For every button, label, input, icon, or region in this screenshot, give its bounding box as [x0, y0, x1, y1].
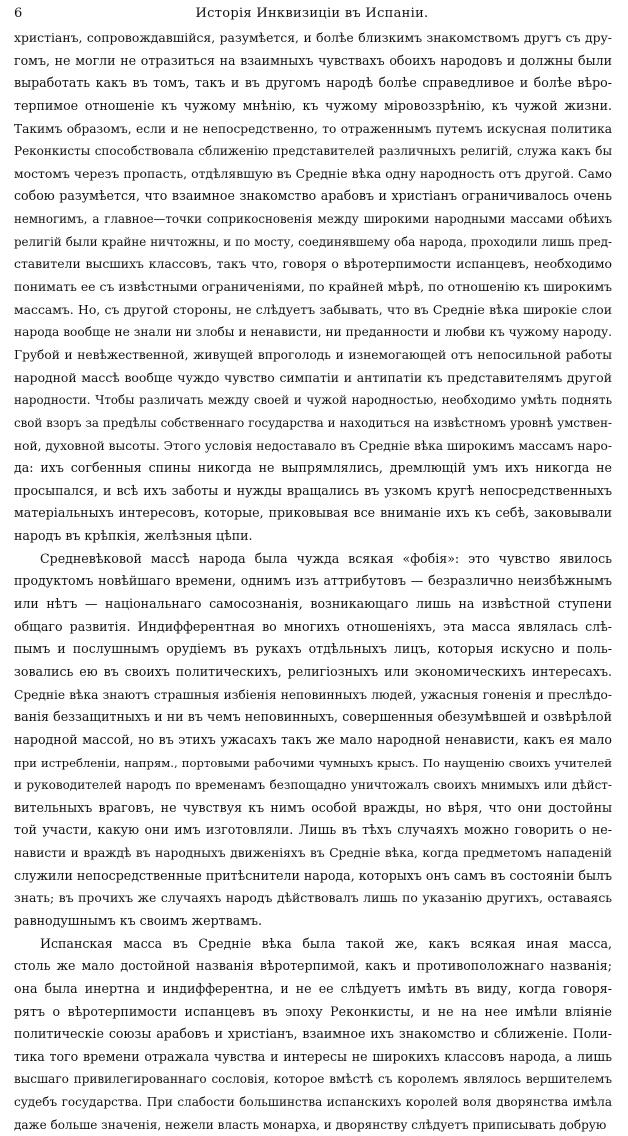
text-line: рятъ о вѣротерпимости испанцевъ въ эпоху Реконкисты, и не на нее имѣли вліяніе: [14, 1003, 612, 1019]
text-line: народъ въ крѣпкія, желѣзныя цѣпи.: [14, 528, 253, 544]
text-line: тика того времени отражала чувства и интересы не широкихъ классовъ народа, а лишь: [14, 1048, 612, 1064]
text-line: и руководителей народъ по временамъ безпощадно уничтожалъ своихъ мнимыхъ или дѣйст-: [14, 778, 612, 793]
text-line: служили непосредственные притѣснители народа, которыхъ онъ самъ въ состояніи былъ: [14, 867, 612, 883]
text-line: народной массой, но въ этихъ ужасахъ такъ же мало народной ненависти, какъ ея мало: [14, 731, 612, 747]
text-line: равнодушнымъ къ своимъ жертвамъ.: [14, 912, 263, 928]
text-line: терпимое отношеніе къ чужому мнѣнію, къ чужому міровоззрѣнію, къ чужой жизни.: [14, 97, 612, 113]
text-line: высшаго привилегированнаго сословія, которое вмѣстѣ съ королемъ являлось вершителемъ: [14, 1072, 612, 1087]
text-line: Испанская масса въ Средніе вѣка была такой же, какъ всякая иная масса,: [40, 935, 612, 951]
text-line: ставители высшихъ классовъ, такъ что, говоря о вѣротерпимости испанцевъ, необходимо: [14, 256, 612, 272]
page-number: 6: [14, 6, 23, 21]
text-line: продуктомъ новѣйшаго времени, однимъ изъ аттрибутовъ — безразлично неизбѣжнымъ: [14, 573, 612, 589]
running-head: [14, 4, 610, 24]
text-line: собою разумѣется, что взаимное знакомство арабовъ и христіанъ ограничивалось очень: [14, 188, 612, 204]
text-line: религій были крайне ничтожны, и по мосту, соединявшему оба народа, проходили лишь пред-: [14, 234, 612, 249]
text-line: Грубой и невѣжественной, живущей впроголодь и изнемогающей отъ непосильной работы: [14, 347, 612, 362]
text-line: мостомъ черезъ пропасть, отдѣлявшую въ Средніе вѣка одну народность отъ другой. Само: [14, 165, 612, 181]
text-line: судебъ государства. При слабости большинства испанскихъ королей воля дворянства имѣла: [14, 1095, 612, 1110]
text-line: да: ихъ согбенныя спины никогда не выпрямлялись, дремлющій умъ ихъ никогда не: [14, 460, 612, 476]
text-line: Реконкисты способствовала сближенію представителей различныхъ религій, служа какъ бы: [14, 144, 612, 159]
paragraph: [14, 548, 612, 933]
text-line: вительныхъ враговъ, не чувствуя къ нимъ особой вражды, но вѣря, что они достойны: [14, 799, 612, 815]
running-head-title: Исторія Инквизиціи въ Испаніи.: [195, 6, 429, 21]
text-line: немногимъ, а главное—точки соприкосновенія между широкими народными массами обѣихъ: [14, 212, 612, 227]
text-line: нависти и враждѣ въ народныхъ движеніяхъ въ Средніе вѣка, когда предметомъ нападеній: [14, 846, 612, 861]
text-line: при истребленіи, напрям., портовыми рабочими чумныхъ крысъ. По наущенію своихъ учителей: [14, 755, 612, 770]
text-line: Средневѣковой массѣ народа была чужда всякая «фобія»: это чувство явилось: [40, 550, 612, 566]
text-line: выработать какъ въ томъ, такъ и въ другомъ народѣ болѣе справедливое и болѣе вѣро-: [14, 75, 612, 91]
text-line: массамъ. Но, съ другой стороны, не слѣдуетъ забывать, что въ Средніе вѣка широкіе слои: [14, 301, 612, 317]
text-line: христіанъ, сопровождавшійся, разумѣется, и болѣе близкимъ знакомствомъ другъ съ дру-: [14, 30, 612, 45]
text-line: просыпался, и всѣ ихъ заботы и нужды вращались въ узкомъ кругѣ непосредственныхъ: [14, 482, 612, 498]
text-line: политическіе союзы арабовъ и христіанъ, взаимное ихъ знакомство и сближеніе. Поли-: [14, 1026, 612, 1042]
text-line: Такимъ образомъ, если и не непосредственно, то отраженнымъ путемъ искусная политика: [14, 121, 612, 136]
text-line: свой взоръ за предѣлы собственнаго государства и находиться на извѣстномъ уровнѣ умствен-: [14, 415, 612, 430]
text-line: понимать ее съ извѣстными ограниченіями, по крайней мѣрѣ, по отношенію къ широкимъ: [14, 279, 612, 295]
text-line: даже больше значенія, нежели власть монарха, и дворянству слѣдуетъ приписывать добрую: [14, 1117, 607, 1132]
text-line: зовались ею въ своихъ политическихъ, религіозныхъ или экономическихъ интересахъ.: [14, 663, 612, 679]
text-line: Средніе вѣка знаютъ страшныя избіенія неповинныхъ людей, ужасныя гоненія и преслѣдо-: [14, 687, 612, 702]
text-line: она была инертна и индифферентна, и не ее слѣдуетъ имѣть въ виду, когда говоря-: [14, 980, 612, 996]
text-line: или нѣтъ — національнаго самосознанія, возникающаго лишь на извѣстной ступени: [14, 596, 612, 612]
text-line: столь же мало достойной названія вѣротерпимой, какъ и противоположнаго названія;: [14, 958, 612, 974]
text-line: общаго развитія. Индифферентная во многихъ отношеніяхъ, эта масса являлась слѣ-: [14, 618, 612, 634]
text-line: народной массѣ вообще чуждо чувство симпатіи и антипатіи къ представителямъ другой: [14, 369, 612, 385]
text-line: народности. Чтобы различать между своей и чужой народностью, необходимо умѣть поднять: [14, 393, 612, 408]
text-line: ванія беззащитныхъ и ни въ чемъ неповинныхъ, совершенныя обезумѣвшей и озвѣрѣлой: [14, 709, 612, 725]
text-line: пымъ и послушнымъ орудіемъ въ рукахъ отдѣльныхъ лицъ, которыя искусно и поль-: [14, 641, 612, 657]
text-line: той участи, какую они имъ изготовляли. Лишь въ тѣхъ случаяхъ можно говорить о не-: [14, 822, 612, 838]
body-text: [14, 27, 612, 1136]
paragraph: [14, 27, 612, 548]
text-line: знать; въ прочихъ же случаяхъ народъ дѣйствовалъ лишь по указанію другихъ, оставаясь: [14, 890, 612, 906]
paragraph: [14, 933, 612, 1136]
text-line: народа вообще не знали ни злобы и ненависти, ни преданности и любви къ чужому народу.: [14, 325, 612, 340]
text-line: ной, духовной высоты. Этого условія недоставало въ Средніе вѣка широкимъ массамъ наро-: [14, 438, 612, 453]
text-line: матеріальныхъ интересовъ, которые, приковывая все вниманіе ихъ къ себѣ, заковывали: [14, 505, 612, 521]
text-line: гомъ, не могли не отразиться на взаимныхъ чувствахъ обоихъ народовъ и должны были: [14, 52, 612, 68]
